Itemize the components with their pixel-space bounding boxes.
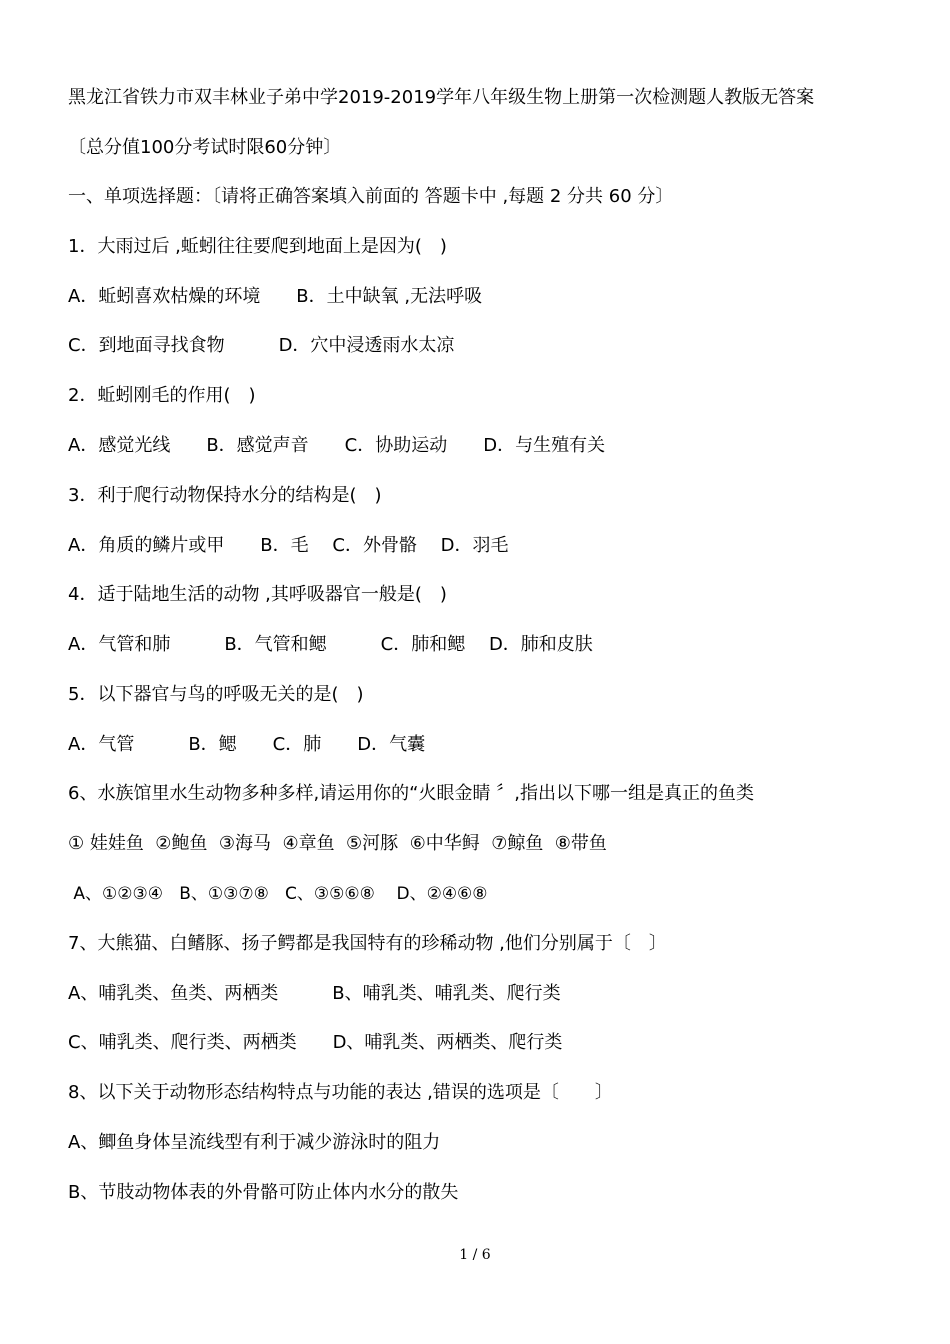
page-number: 1 / 6 <box>459 1247 491 1263</box>
question-7-options-cd: C、哺乳类、爬行类、两栖类 D、哺乳类、两栖类、爬行类 <box>68 1032 563 1053</box>
question-4: 4．适于陆地生活的动物 ,其呼吸器官一般是( ) <box>68 584 447 605</box>
question-8-option-b: B、节肢动物体表的外骨骼可防止体内水分的散失 <box>68 1182 459 1203</box>
question-5: 5．以下器官与鸟的呼吸无关的是( ) <box>68 684 364 705</box>
section-heading: 一、单项选择题：〔请将正确答案填入前面的 答题卡中 ,每题 2 分共 60 分〕 <box>68 186 674 207</box>
question-5-options: A．气管 B．鳃 C．肺 D．气囊 <box>68 734 426 755</box>
question-7-options-ab: A、哺乳类、鱼类、两栖类 B、哺乳类、哺乳类、爬行类 <box>68 983 561 1004</box>
question-6-options: A、①②③④ B、①③⑦⑧ C、③⑤⑥⑧ D、②④⑥⑧ <box>68 884 488 904</box>
question-2-options: A．感觉光线 B．感觉声音 C．协助运动 D．与生殖有关 <box>68 435 606 456</box>
question-3-options: A．角质的鳞片或甲 B．毛 C．外骨骼 D．羽毛 <box>68 535 509 556</box>
question-4-options: A．气管和肺 B．气管和鳃 C．肺和鳃 D．肺和皮肤 <box>68 634 593 655</box>
question-7: 7、大熊猫、白鳍豚、扬子鳄都是我国特有的珍稀动物 ,他们分别属于〔 〕 <box>68 933 667 954</box>
question-6-items: ① 娃娃鱼 ②鲍鱼 ③海马 ④章鱼 ⑤河豚 ⑥中华鲟 ⑦鲸鱼 ⑧带鱼 <box>68 833 607 854</box>
question-1-options-cd: C．到地面寻找食物 D．穴中浸透雨水太凉 <box>68 335 455 356</box>
question-1: 1．大雨过后 ,蚯蚓往往要爬到地面上是因为( ) <box>68 236 447 257</box>
question-8-option-a: A、鲫鱼身体呈流线型有利于减少游泳时的阻力 <box>68 1132 441 1153</box>
question-3: 3．利于爬行动物保持水分的结构是( ) <box>68 485 382 506</box>
question-1-options-ab: A．蚯蚓喜欢枯燥的环境 B．土中缺氧 ,无法呼吸 <box>68 286 483 307</box>
question-8: 8、以下关于动物形态结构特点与功能的表达 ,错误的选项是〔 〕 <box>68 1082 613 1103</box>
document-subtitle: 〔总分值100分考试时限60分钟〕 <box>68 137 342 158</box>
question-2: 2．蚯蚓刚毛的作用( ) <box>68 385 256 406</box>
question-6: 6、水族馆里水生动物多种多样,请运用你的“火眼金睛 〞,指出以下哪一组是真正的鱼类 <box>68 783 754 804</box>
document-title: 黑龙江省铁力市双丰林业子弟中学2019-2019学年八年级生物上册第一次检测题人教版无答案 <box>68 87 815 108</box>
